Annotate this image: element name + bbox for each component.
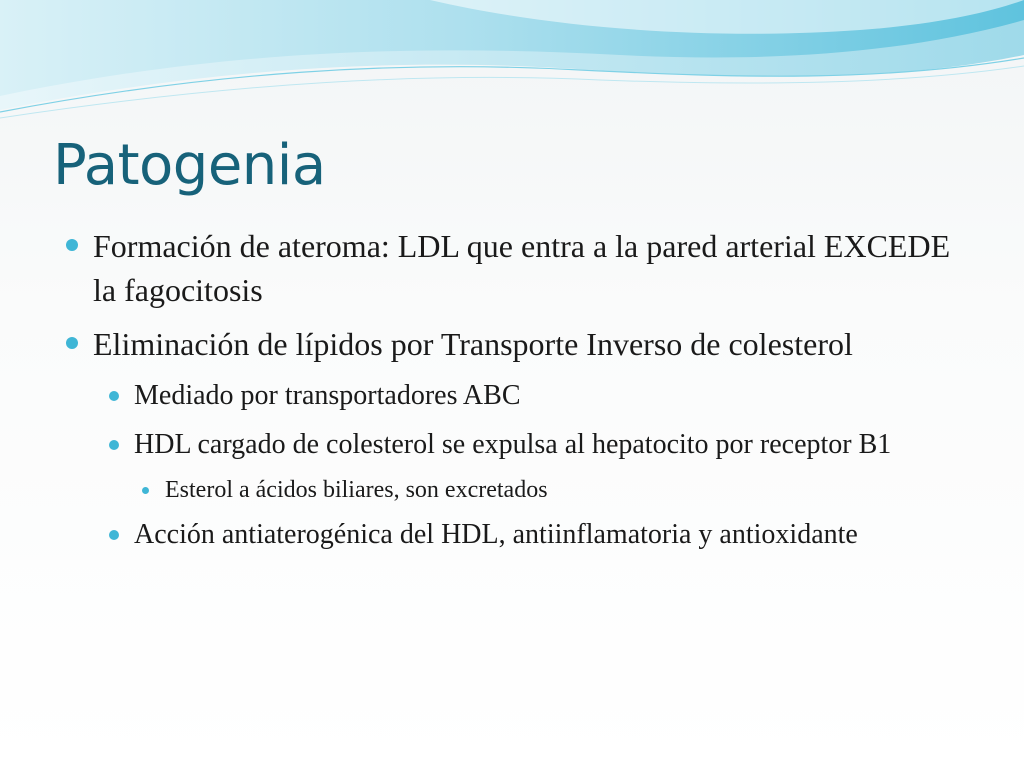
bullet-dot-icon — [142, 487, 149, 494]
bullet-text: Acción antiaterogénica del HDL, antiinflamatoria y antioxidante — [134, 519, 858, 550]
bullet-dot-icon — [109, 391, 119, 401]
bullet-list — [64, 224, 964, 555]
bullet-dot-icon — [66, 337, 78, 349]
sub-bullet-item — [64, 515, 964, 555]
slide-body — [64, 224, 964, 564]
bullet-item — [64, 224, 964, 312]
bullet-text: Formación de ateroma: LDL que entra a la pared arterial EXCEDE la fagocitosis — [93, 228, 951, 308]
bullet-item — [64, 322, 964, 366]
bullet-text: Esterol a ácidos biliares, son excretados — [165, 477, 548, 503]
header-wave-decoration — [0, 0, 1024, 130]
bullet-dot-icon — [109, 530, 119, 540]
slide-title: Patogenia — [53, 133, 326, 198]
bullet-text: Mediado por transportadores ABC — [134, 380, 521, 411]
bullet-text: HDL cargado de colesterol se expulsa al hepatocito por receptor B1 — [134, 429, 892, 460]
bullet-dot-icon — [109, 440, 119, 450]
bullet-text: Eliminación de lípidos por Transporte Inverso de colesterol — [93, 326, 853, 362]
sub-sub-bullet-item — [64, 474, 964, 506]
sub-bullet-item — [64, 425, 964, 465]
sub-bullet-item — [64, 376, 964, 416]
bullet-dot-icon — [66, 239, 78, 251]
